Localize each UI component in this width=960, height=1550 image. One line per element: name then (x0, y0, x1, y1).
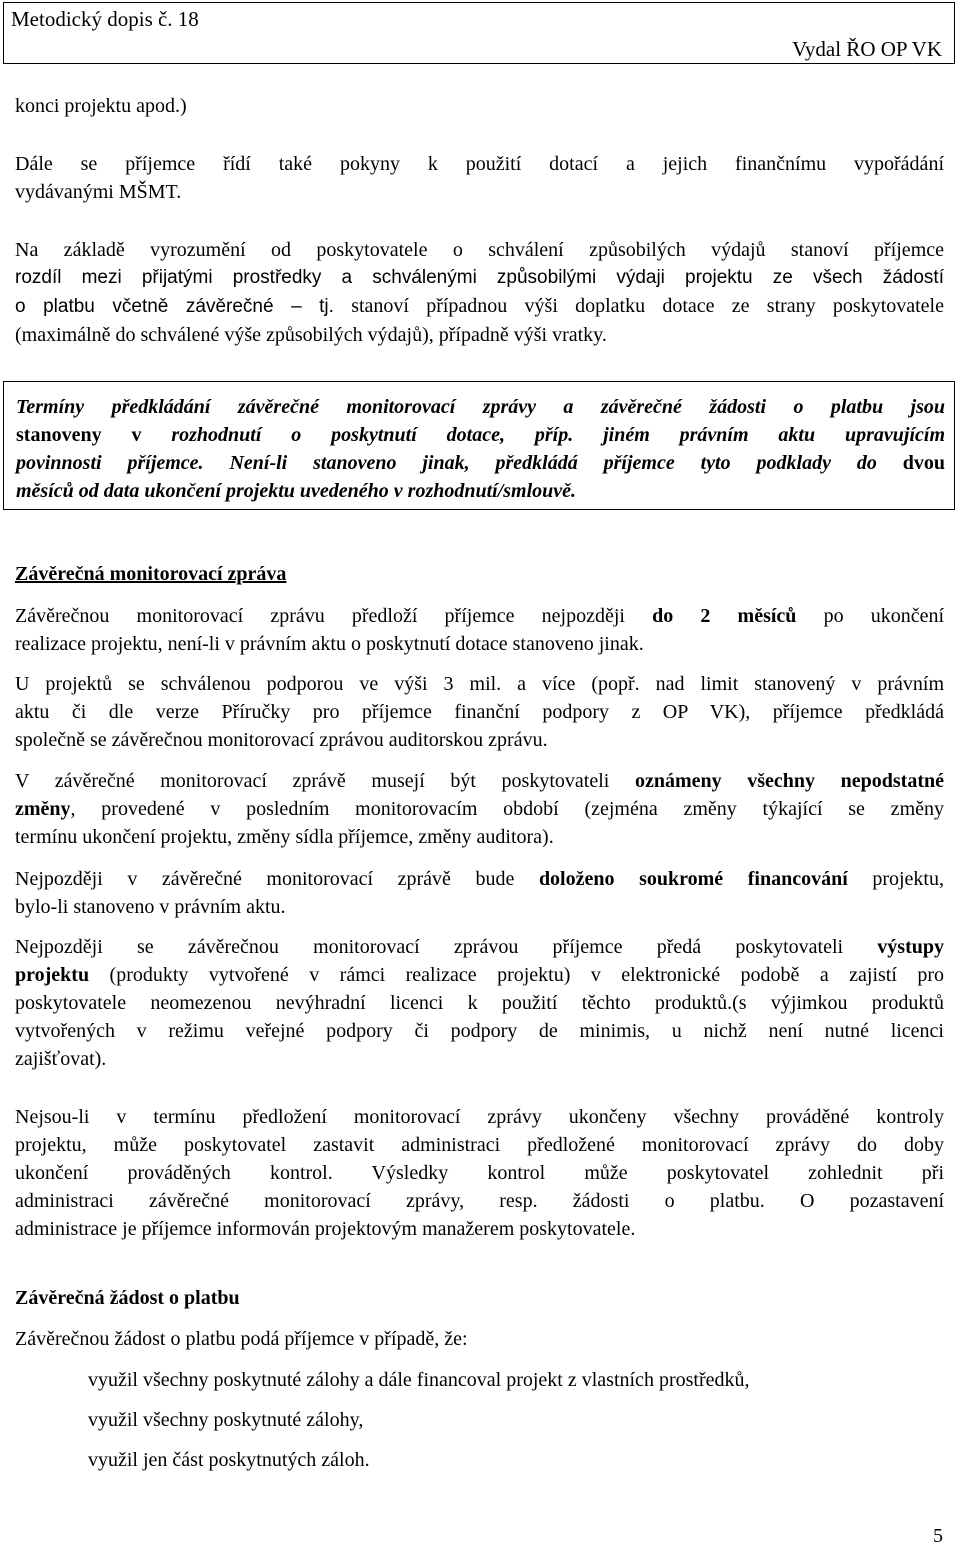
header-issuer: Vydal ŘO OP VK (792, 37, 942, 61)
paragraph-project-outputs: Nejpozději se závěrečnou monitorovací zprávou příjemce předá poskytovateli výstupy projektu (produkty vytvořené v rámci realizace projektu) v elektronické podobě a zajistí pro poskytovatele neomezenou nevýhradní licenci k použití těchto produktů.(s výjimkou produktů vytvořených v režimu veřejné podpory či podpory de minimis, u nichž není nutné licenci zajišťovat). (15, 936, 944, 1070)
paragraph-eligible-expenditure: Na základě vyrozumění od poskytovatele o schválení způsobilých výdajů stanoví příjemce rozdíl mezi přijatými prostředky a schválenými způsobilými výdaji projektu ze všech žádostí o platbu včetně závěrečné – tj. stanoví případnou výši doplatku dotace ze strany poskytovatele (maximálně do schválené výše způsobilých výdajů), případně výši vratky. (15, 239, 944, 346)
deadline-notice-box (3, 381, 955, 510)
paragraph-msmt-guidelines: Dále se příjemce řídí také pokyny k použití dotací a jejich finančnímu vypořádání vydávanými MŠMT. (15, 153, 944, 203)
paragraph-audit-report: U projektů se schválenou podporou ve výši 3 mil. a více (popř. nad limit stanovený v právním aktu či dle verze Příručky pro příjemce finanční podpory z OP VK), příjemce předkládá společně se závěrečnou monitorovací zprávou auditorskou zprávu. (15, 673, 944, 751)
paragraph-report-deadline: Závěrečnou monitorovací zprávu předloží příjemce nejpozději do 2 měsíců po ukončení realizace projektu, není-li v právním aktu o poskytnutí dotace stanoveno jinak. (15, 605, 945, 655)
header-document-title: Metodický dopis č. 18 (11, 7, 199, 31)
payment-conditions-list (88, 1366, 749, 1486)
list-item: využil všechny poskytnuté zálohy, (88, 1409, 364, 1431)
section-heading-final-monitoring-report: Závěrečná monitorovací zpráva (15, 563, 287, 585)
list-item: využil jen část poskytnutých záloh. (88, 1449, 370, 1471)
paragraph-private-funding: Nejpozději v závěrečné monitorovací zprávě bude doloženo soukromé financování projektu, bylo-li stanoveno v právním aktu. (15, 868, 944, 918)
paragraph-payment-request-intro: Závěrečnou žádost o platbu podá příjemce v případě, že: (15, 1328, 468, 1350)
page-number: 5 (933, 1525, 943, 1547)
deadline-notice-text: Termíny předkládání závěrečné monitorovací zprávy a závěrečné žádosti o platbu jsou stanoveny v rozhodnutí o poskytnutí dotace, příp. jiném právním aktu upravujícím povinnosti příjemce. Není-li stanoveno jinak, předkládá příjemce tyto podklady do dvou měsíců od data ukončení projektu uvedeného v rozhodnutí/smlouvě. (16, 396, 946, 502)
paragraph-continuation: konci projektu apod.) (15, 95, 187, 117)
page-header (3, 2, 955, 64)
section-heading-final-payment-request: Závěrečná žádost o platbu (15, 1287, 240, 1309)
paragraph-ongoing-controls: Nejsou-li v termínu předložení monitorovací zprávy ukončeny všechny prováděné kontroly projektu, může poskytovatel zastavit administraci předložené monitorovací zprávy do doby ukončení prováděných kontrol. Výsledky kontrol může poskytovatel zohlednit při administraci závěrečné monitorovací zprávy, resp. žádosti o platbu. O pozastavení administrace je příjemce informován projektovým manažerem poskytovatele. (15, 1106, 944, 1240)
paragraph-insignificant-changes: V závěrečné monitorovací zprávě musejí být poskytovateli oznámeny všechny nepodstatné změny, provedené v posledním monitorovacím období (zejména změny týkající se změny termínu ukončení projektu, změny sídla příjemce, změny auditora). (15, 770, 944, 848)
list-item: využil všechny poskytnuté zálohy a dále financoval projekt z vlastních prostředků, (88, 1369, 750, 1391)
